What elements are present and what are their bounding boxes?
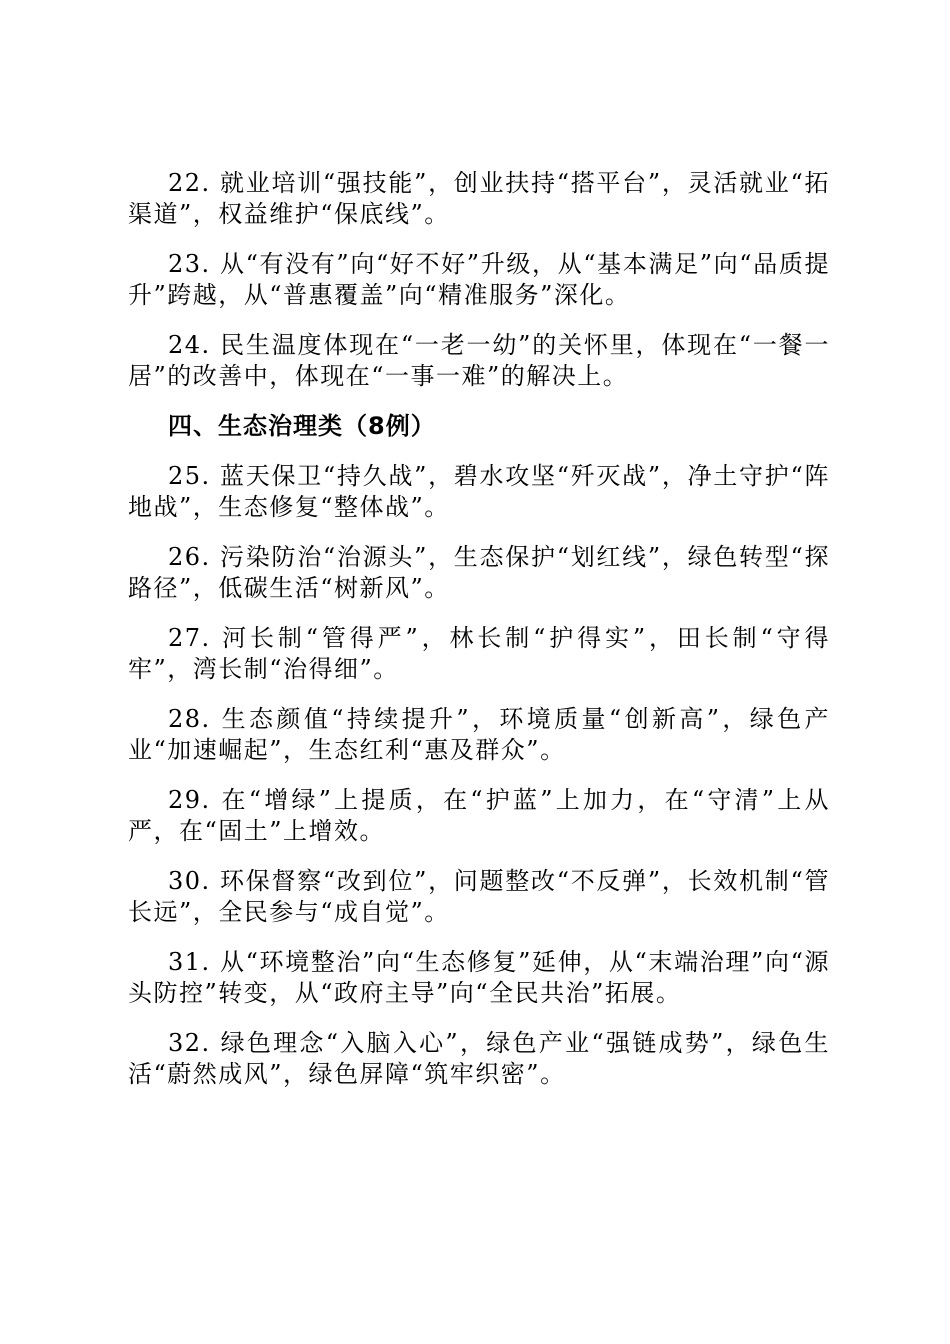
- paragraph-28: 28. 生态颜值“持续提升”，环境质量“创新高”，绿色产业“加速崛起”，生态红利“惠及群众”。: [128, 705, 830, 764]
- paragraph-32: 32. 绿色理念“入脑入心”，绿色产业“强链成势”，绿色生活“蔚然成风”，绿色屏障“筑牢织密”。: [128, 1029, 830, 1088]
- paragraph-29: 29. 在“增绿”上提质，在“护蓝”上加力，在“守清”上从严，在“固土”上增效。: [128, 786, 830, 845]
- paragraph-22: 22. 就业培训“强技能”，创业扶持“搭平台”，灵活就业“拓渠道”，权益维护“保底线”。: [128, 169, 830, 228]
- document-body: [128, 168, 830, 1109]
- paragraph-26: 26. 污染防治“治源头”，生态保护“划红线”，绿色转型“探路径”，低碳生活“树新风”。: [128, 543, 830, 602]
- paragraph-25: 25. 蓝天保卫“持久战”，碧水攻坚“歼灭战”，净土守护“阵地战”，生态修复“整体战”。: [128, 462, 830, 521]
- paragraph-23: 23. 从“有没有”向“好不好”升级，从“基本满足”向“品质提升”跨越，从“普惠覆盖”向“精准服务”深化。: [128, 250, 830, 309]
- paragraph-31: 31. 从“环境整治”向“生态修复”延伸，从“末端治理”向“源头防控”转变，从“政府主导”向“全民共治”拓展。: [128, 948, 830, 1007]
- section-heading-ecology: 四、生态治理类（8例）: [168, 412, 436, 440]
- paragraph-27: 27. 河长制“管得严”，林长制“护得实”，田长制“守得牢”，湾长制“治得细”。: [128, 624, 830, 683]
- paragraph-24: 24. 民生温度体现在“一老一幼”的关怀里，体现在“一餐一居”的改善中，体现在“一事一难”的解决上。: [128, 331, 830, 390]
- paragraph-30: 30. 环保督察“改到位”，问题整改“不反弹”，长效机制“管长远”，全民参与“成自觉”。: [128, 867, 830, 926]
